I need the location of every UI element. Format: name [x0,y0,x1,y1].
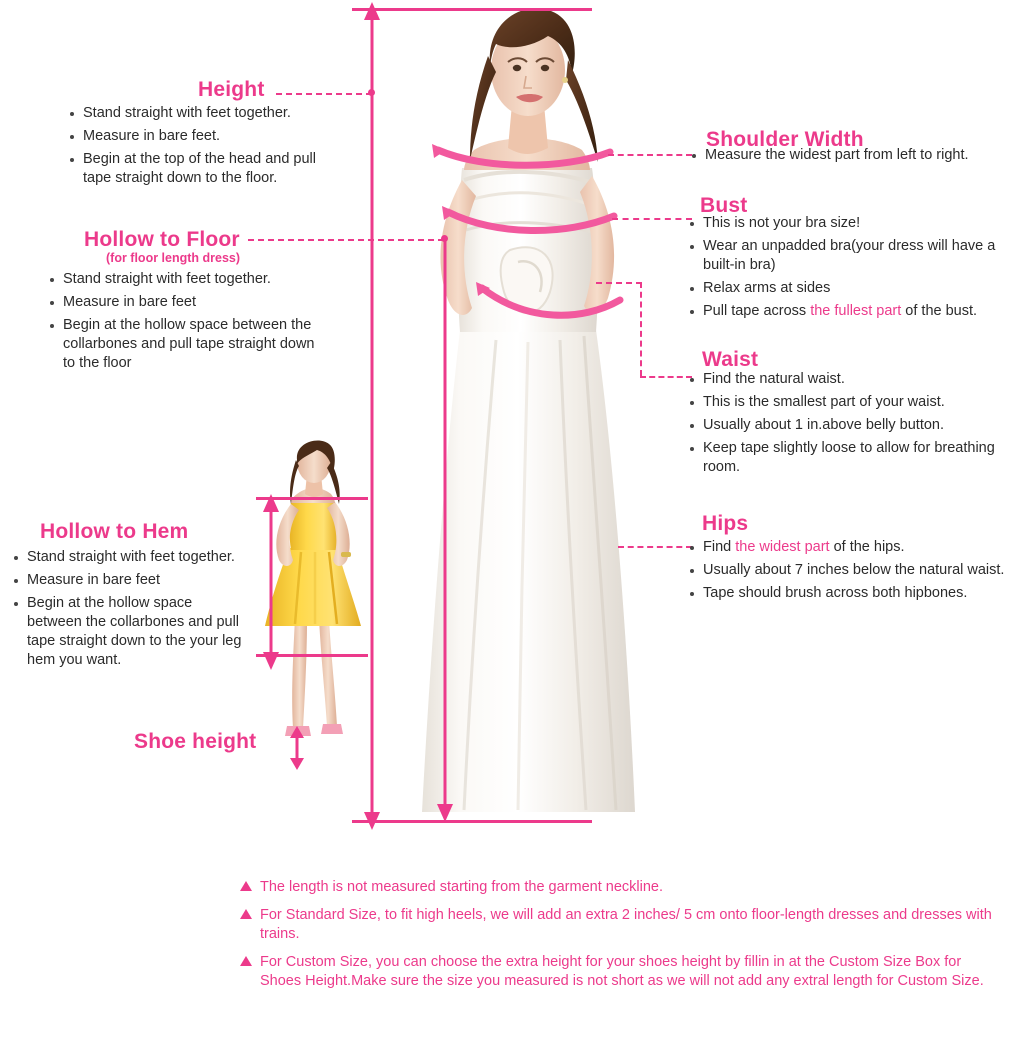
list-item: Begin at the hollow space between the collarbones and pull tape straight down to the your leg hem you want. [12,594,244,670]
note-item [240,906,1000,945]
note-text: The length is not measured starting from the garment neckline. [260,879,663,895]
warning-triangle-icon [240,909,252,919]
shoulder-width-callout-line [608,154,692,156]
list-item: Usually about 1 in.above belly button. [688,416,1008,435]
hips-callout-line [618,546,692,548]
list-item: Wear an unpadded bra(your dress will have a built-in bra) [688,237,1014,275]
waist-bullets [688,370,1008,481]
list-item: Measure in bare feet [12,571,244,590]
note-item [240,878,1000,898]
floor-bar [352,820,592,823]
waist-top-connector [596,282,642,284]
list-item: Stand straight with feet together. [68,104,338,123]
height-measure-line [350,2,396,830]
list-item: This is the smallest part of your waist. [688,393,1008,412]
hips-title: Hips [702,512,749,535]
list-item: Find the natural waist. [688,370,1008,389]
bust-title: Bust [700,194,748,217]
hollow-to-hem-bullets [12,548,244,674]
waist-callout-line [640,376,692,378]
waist-title: Waist [702,348,759,371]
list-item: Stand straight with feet together. [12,548,244,567]
note-item [240,953,1000,992]
height-anchor-dot [368,89,375,96]
shoulder-width-title: Shoulder Width [706,128,864,151]
list-item: Tape should brush across both hipbones. [688,584,1010,603]
list-item: This is not your bra size! [688,214,1014,233]
list-item: Measure in bare feet [48,293,328,312]
hollow-to-floor-bullets [48,270,328,377]
note-text: For Standard Size, to fit high heels, we will add an extra 2 inches/ 5 cm onto floor-length dresses and dresses with trains. [260,906,992,942]
height-callout-line [276,93,372,95]
hollow-to-floor-subtitle: (for floor length dress) [106,251,241,265]
hollow-to-floor-callout-line [248,239,444,241]
bust-callout-line [612,218,692,220]
height-top-bar [352,8,592,11]
list-item: Usually about 7 inches below the natural waist. [688,561,1010,580]
hollow-to-floor-title: Hollow to Floor [84,228,240,251]
bust-highlight: the fullest part [810,303,902,319]
list-item: Keep tape slightly loose to allow for breathing room. [688,439,1008,477]
bust-curve [436,200,626,244]
hips-bullets [688,538,1010,607]
shoulder-width-bullets [690,146,1010,169]
list-item: Stand straight with feet together. [48,270,328,289]
list-item: Begin at the hollow space between the collarbones and pull tape straight down to the floor [48,316,328,373]
list-item-bust-fullest: Pull tape across the fullest part of the bust. [688,302,1014,321]
list-item: Relax arms at sides [688,279,1014,298]
shoe-height-title: Shoe height [134,730,257,753]
height-title: Height [198,78,265,101]
list-item: Measure in bare feet. [68,127,338,146]
shoe-height-bracket [282,726,312,770]
list-item: Begin at the top of the head and pull tape straight down to the floor. [68,150,338,188]
hollow-to-hem-top-bar [256,497,368,500]
list-item: Measure the widest part from left to right. [690,146,1010,165]
waist-callout-vertical [640,282,642,376]
shoulder-width-curve [424,136,624,176]
hollow-to-hem-title: Hollow to Hem [40,520,189,543]
waist-curve [470,278,630,330]
height-bullets [68,104,338,192]
list-item-hips-widest: Find the widest part of the hips. [688,538,1010,557]
hollow-to-hem-measure-line [256,492,286,672]
bust-bullets [688,214,1014,325]
hollow-to-hem-bottom-bar [256,654,368,657]
warning-triangle-icon [240,881,252,891]
warning-triangle-icon [240,956,252,966]
footer-notes [240,878,1000,1000]
hips-highlight: the widest part [735,539,830,555]
note-text: For Custom Size, you can choose the extra height for your shoes height by fillin in at the Custom Size Box for Shoes Height.Make sure the size you measured is not short as we will not add any extral length for Custom Size. [260,953,984,989]
hollow-to-floor-measure-line [424,232,468,822]
